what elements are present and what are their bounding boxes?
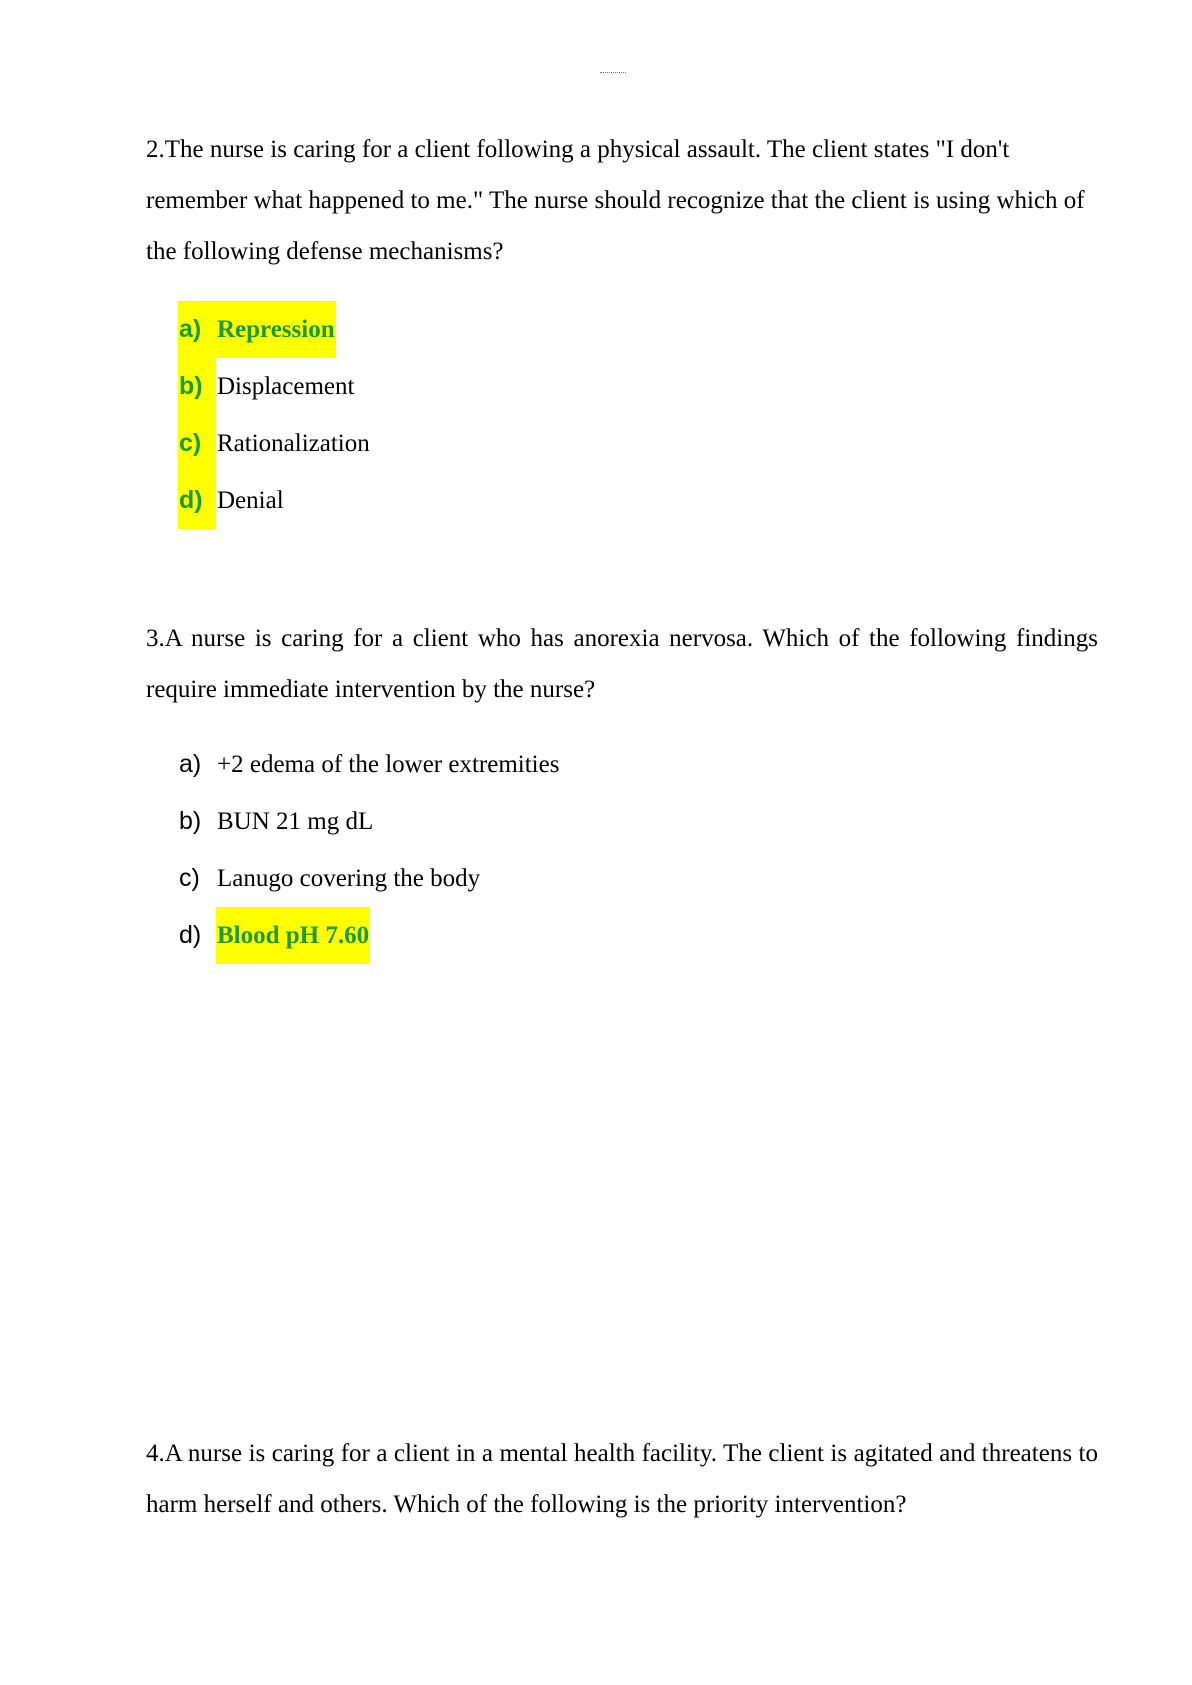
option-text: Rationalization <box>217 429 370 457</box>
option-text: BUN 21 mg dL <box>217 807 374 835</box>
option-text-correct: Repression <box>216 301 336 358</box>
header-mark <box>600 72 626 73</box>
option-letter: a) <box>179 750 202 778</box>
question-3-options <box>178 736 560 964</box>
option-letter: d) <box>178 472 216 529</box>
option-text: Denial <box>217 486 284 514</box>
option-letter: d) <box>179 921 202 949</box>
option-letter: a) <box>178 301 216 358</box>
option-letter: c) <box>179 864 200 892</box>
option-3d[interactable] <box>178 907 560 964</box>
question-3-text: 3.A nurse is caring for a client who has anorexia nervosa. Which of the following findings require immediate intervention by the nurse? <box>146 625 1098 703</box>
option-2b[interactable] <box>178 358 371 415</box>
option-3a[interactable] <box>178 736 560 793</box>
option-text: Displacement <box>217 372 355 400</box>
question-2-options <box>178 301 371 529</box>
option-text-correct: Blood pH 7.60 <box>216 907 370 964</box>
option-text: Lanugo covering the body <box>217 864 481 892</box>
question-4-text: 4.A nurse is caring for a client in a mental health facility. The client is agitated and threatens to harm herself and others. Which of the following is the priority intervention? <box>146 1440 1098 1518</box>
option-letter: b) <box>179 807 202 835</box>
option-2c[interactable] <box>178 415 371 472</box>
option-letter: c) <box>178 415 216 472</box>
option-2a[interactable] <box>178 301 371 358</box>
option-3c[interactable] <box>178 850 560 907</box>
question-2-text: 2.The nurse is caring for a client following a physical assault. The client states "I don't remember what happened to me." The nurse should recognize that the client is using which of the following defense mechanisms? <box>146 136 1085 265</box>
option-text: +2 edema of the lower extremities <box>217 750 560 778</box>
option-letter: b) <box>178 358 216 415</box>
option-2d[interactable] <box>178 472 371 529</box>
option-3b[interactable] <box>178 793 560 850</box>
